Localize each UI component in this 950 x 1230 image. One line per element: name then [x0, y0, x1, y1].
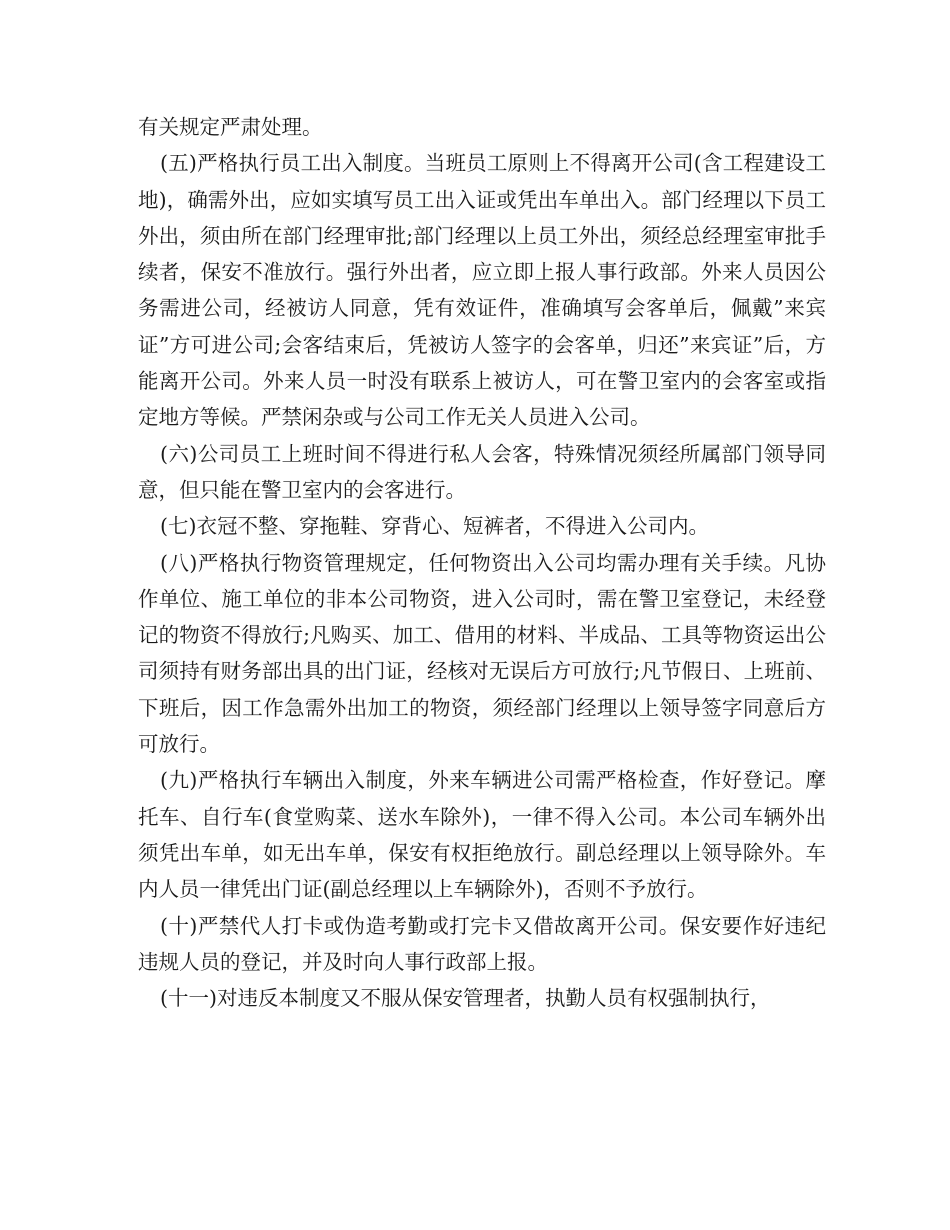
paragraph-item-7: (七)衣冠不整、穿拖鞋、穿背心、短裤者，不得进入公司内。 [160, 514, 709, 539]
paragraph-item-8: (八)严格执行物资管理规定，任何物资出入公司均需办理有关手续。凡协作单位、施工单位的非本公司物资，进入公司时，需在警卫室登记，未经登记的物资不得放行;凡购买、加工、借用的材料、半成品、工具等物资运出公司须持有财务部出具的出门证，经核对无误后方可放行;凡节假日、上班前、下班后，因工作急需外出加工的物资，须经部门经理以上领导签字同意后方可放行。 [138, 550, 826, 757]
paragraph-item-11: (十一)对违反本制度又不服从保安管理者，执勤人员有权强制执行， [160, 986, 771, 1011]
document-body [138, 109, 826, 1016]
paragraph-item-10: (十)严禁代人打卡或伪造考勤或打完卡又借故离开公司。保安要作好违纪违规人员的登记，并及时向人事行政部上报。 [138, 913, 826, 974]
paragraph-item-9: (九)严格执行车辆出入制度，外来车辆进公司需严格检查，作好登记。摩托车、自行车(食堂购菜、送水车除外)，一律不得入公司。本公司车辆外出须凭出车单，如无出车单，保安有权拒绝放行。副总经理以上领导除外。车内人员一律凭出门证(副总经理以上车辆除外)，否则不予放行。 [138, 768, 826, 902]
paragraph-item-6: (六)公司员工上班时间不得进行私人会客，特殊情况须经所属部门领导同意，但只能在警卫室内的会客进行。 [138, 441, 826, 502]
paragraph-item-5: (五)严格执行员工出入制度。当班员工原则上不得离开公司(含工程建设工地)，确需外出，应如实填写员工出入证或凭出车单出入。部门经理以下员工外出，须由所在部门经理审批;部门经理以上员工外出，须经总经理室审批手续者，保安不准放行。强行外出者，应立即上报人事行政部。外来人员因公务需进公司，经被访人同意，凭有效证件，准确填写会客单后，佩戴”来宾证”方可进公司;会客结束后，凭被访人签字的会客单，归还”来宾证”后，方能离开公司。外来人员一时没有联系上被访人，可在警卫室内的会客室或指定地方等候。严禁闲杂或与公司工作无关人员进入公司。 [138, 151, 826, 430]
paragraph-continuation: 有关规定严肃处理。 [138, 115, 323, 139]
